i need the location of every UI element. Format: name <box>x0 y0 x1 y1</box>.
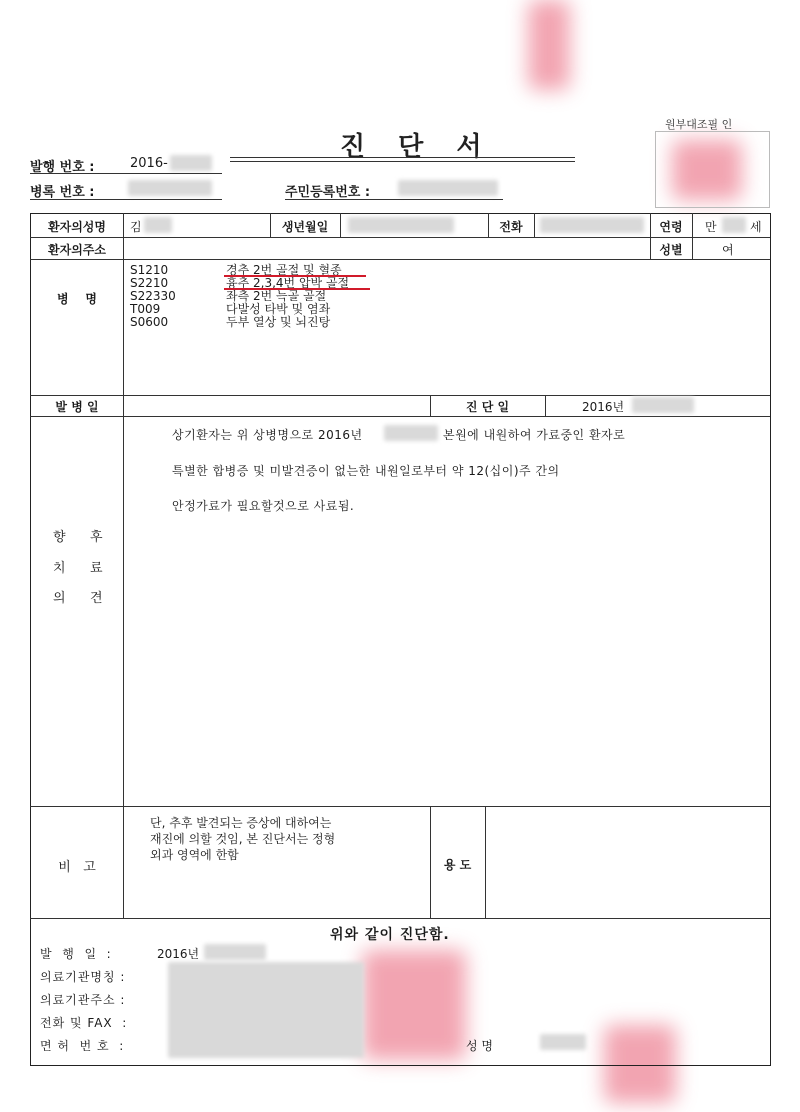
col-rule-date-r <box>545 395 546 416</box>
age-redacted <box>722 217 746 233</box>
diagnosis-name-4: 다발성 타박 및 염좌 <box>226 302 331 316</box>
row-rule-5 <box>30 806 770 807</box>
highlight-underline-1 <box>224 275 366 277</box>
license-number-label: 면 허 번 호 : <box>40 1039 125 1053</box>
issue-number-label: 발행 번호 : <box>30 160 95 175</box>
resident-number-redacted <box>398 180 498 196</box>
signature-name-redacted <box>540 1034 586 1050</box>
title-rule-bottom <box>230 161 575 162</box>
redaction-mark-top <box>528 0 570 90</box>
diagnosis-name-3: 좌측 2번 늑골 골절 <box>226 289 327 303</box>
treatment-line-3: 안정가료가 필요할것으로 사료됨. <box>172 499 355 513</box>
diagnosis-date-label: 진 단 일 <box>465 400 510 414</box>
resident-number-underline <box>285 199 503 200</box>
signature-label: 성 명 <box>466 1039 493 1053</box>
issue-date-value: 2016년 <box>157 947 200 961</box>
diagnosis-name-2: 흉추 2,3,4번 압박 골절 <box>226 276 350 290</box>
diagnosis-code-3: S22330 <box>130 289 176 303</box>
age-label: 연령 <box>659 220 683 234</box>
patient-name-redacted <box>144 217 172 233</box>
treatment-label-char-4: 료 <box>90 561 103 576</box>
row-rule-2 <box>30 259 770 260</box>
title-rule-top <box>230 157 575 158</box>
treatment-label-char-6: 견 <box>90 591 103 606</box>
patient-name-value: 김 <box>130 220 142 234</box>
resident-number-label: 주민등록번호 : <box>285 185 371 200</box>
birth-date-label: 생년월일 <box>281 220 329 234</box>
col-rule-phone-r <box>534 213 535 237</box>
treatment-label-char-3: 치 <box>53 561 66 576</box>
diagnosis-code-5: S0600 <box>130 315 169 329</box>
remarks-line-1: 단, 추후 발견되는 증상에 대하여는 <box>150 816 332 830</box>
treatment-line-1a: 상기환자는 위 상병명으로 2016년 <box>172 428 363 442</box>
record-number-underline <box>30 199 222 200</box>
row-rule-6 <box>30 918 770 919</box>
col-rule-label <box>123 213 124 918</box>
issue-number-value: 2016- <box>130 156 168 171</box>
onset-label: 발 병 일 <box>55 400 99 414</box>
record-number-redacted <box>128 180 212 196</box>
col-rule-usage-r <box>485 806 486 918</box>
issue-number-redacted <box>170 155 212 171</box>
sex-label: 성별 <box>659 243 683 257</box>
phone-fax-label: 전화 및 FAX : <box>40 1016 128 1030</box>
treatment-label-char-1: 향 <box>53 530 66 545</box>
treatment-line-2: 특별한 합병증 및 미발견증이 없는한 내원일로부터 약 12(십이)주 간의 <box>172 464 560 478</box>
institution-info-redacted <box>168 962 364 1058</box>
diagnosis-date-redacted <box>632 397 694 413</box>
row-rule-4 <box>30 416 770 417</box>
document-title: 진 단 서 <box>340 132 494 162</box>
diagnosis-label: 병 명 <box>57 292 97 306</box>
birth-date-redacted <box>348 217 454 233</box>
issue-number-underline <box>30 173 222 174</box>
col-rule-birth-r <box>340 213 341 237</box>
col-rule-age-r <box>692 213 693 259</box>
diagnosis-code-1: S1210 <box>130 263 169 277</box>
diagnosis-code-2: S2210 <box>130 276 169 290</box>
usage-label: 용 도 <box>443 858 472 872</box>
row-rule-1 <box>30 237 770 238</box>
age-prefix: 만 <box>705 220 717 234</box>
diagnosis-name-1: 경추 2번 골절 및 혈종 <box>226 263 342 277</box>
remarks-label: 비 고 <box>58 860 96 875</box>
treatment-label-char-5: 의 <box>53 591 66 606</box>
record-number-label: 병록 번호 : <box>30 185 95 200</box>
stamp-label: 원부대조필 인 <box>665 118 733 131</box>
treatment-line-1b: 본원에 내원하여 가료중인 환자로 <box>443 428 626 442</box>
remarks-line-3: 외과 영역에 한함 <box>150 848 239 862</box>
diagnosis-name-5: 두부 열상 및 뇌진탕 <box>226 315 331 329</box>
diagnosis-statement: 위와 같이 진단함. <box>330 927 450 943</box>
institution-address-label: 의료기관주소 : <box>40 993 126 1007</box>
phone-redacted <box>540 217 644 233</box>
treatment-date-redacted <box>384 425 438 441</box>
row-rule-3 <box>30 395 770 396</box>
diagnosis-date-value: 2016년 <box>582 400 625 414</box>
sex-value: 여 <box>722 243 734 257</box>
treatment-label-char-2: 후 <box>90 530 103 545</box>
age-suffix: 세 <box>750 220 762 234</box>
stamp-box <box>655 131 770 208</box>
address-label: 환자의주소 <box>48 243 106 257</box>
patient-name-label: 환자의성명 <box>48 220 106 234</box>
remarks-line-2: 재진에 의할 것임, 본 진단서는 정형 <box>150 832 336 846</box>
institution-name-label: 의료기관명칭 : <box>40 970 126 984</box>
issue-date-label: 발 행 일 : <box>40 947 112 961</box>
diagnosis-code-4: T009 <box>130 302 161 316</box>
phone-label: 전화 <box>499 220 523 234</box>
issue-date-redacted <box>204 944 266 960</box>
highlight-underline-2 <box>224 288 370 290</box>
